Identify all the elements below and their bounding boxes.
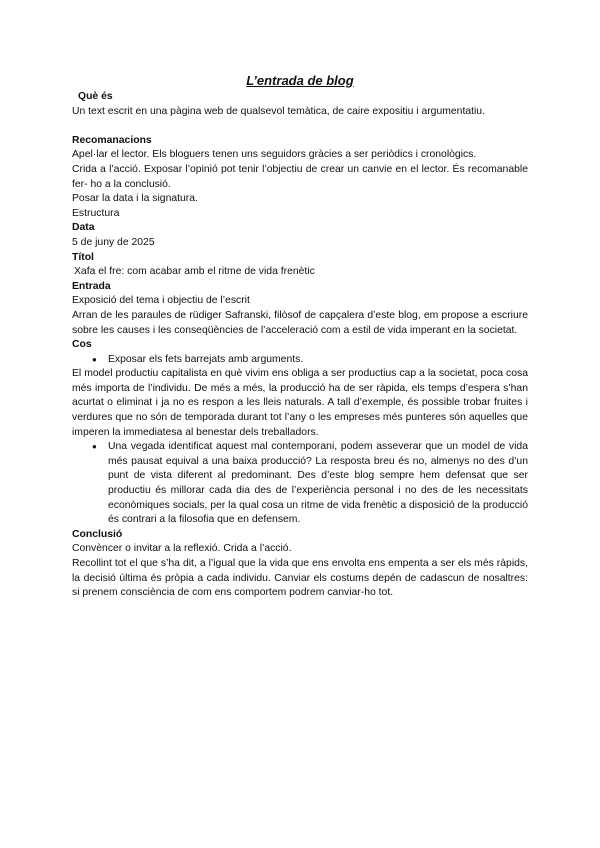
entrada-subtitle: Exposició del tema i objectiu de l’escrit [72,295,250,307]
cos-paragraph: El model productiu capitalista en què vivim ens obliga a ser productius cap a la societat, poca cosa més importa de l’individu. De més a més, la producció ha de ser ràpida, els temps d’espera s’han acurtat o eliminat i ja no es respon a les lleis naturals. A tall d’exemple, és possible trobar fruites i verdures que no són de temporada durant tot l’any o les empreses més punteres són aquelles que imperen la immediatesa al benestar dels treballadors. [72,368,528,438]
data-text: 5 de juny de 2025 [72,236,155,248]
titol-text: Xafa el fre: com acabar amb el ritme de vida frenètic [74,266,315,278]
entrada-text: Arran de les paraules de rüdiger Safranski, filòsof de capçalera d’este blog, em propose a escriure sobre les causes i les conseqüències de l’acceleració com a estil de vida imperant en la societat. [72,309,528,336]
cos-bullet-1: Exposar els fets barrejats amb arguments. [108,353,304,365]
recomanacio-line: Apel·lar el lector. Els bloguers tenen uns seguidors gràcies a ser periòdics i cronològics. [72,149,477,161]
document-title: L’entrada de blog [246,73,354,88]
recomanacio-line: Crida a l’acció. Exposar l’opinió pot tenir l’objectiu de crear un canvie en el lector. És recomanable fer- ho a la conclusió. [72,163,528,190]
heading-data: Data [72,222,95,234]
heading-conclusio: Conclusió [72,528,123,540]
heading-que-es: Què és [78,91,113,102]
heading-recomanacions: Recomanacions [72,134,152,146]
bullet-icon: ● [92,442,97,452]
bullet-icon: ● [92,354,97,364]
que-es-text: Un text escrit en una pàgina web de qualsevol temàtica, de caire expositiu i argumentatiu. [72,105,485,117]
heading-entrada: Entrada [72,280,111,292]
list-item [72,353,528,368]
cos-list-1 [72,353,528,368]
recomanacio-line: Posar la data i la signatura. [72,193,198,205]
spacer [72,119,528,134]
document-body [72,72,528,601]
conclusio-text: Recollint tot el que s’ha dit, a l’igual que la vida que ens envolta ens empenta a ser els més ràpids, la decisió última és pròpia a cada individu. Canviar els costums depén de cadascun de nosaltres: si prenem consciència de com ens comportem podrem canviar-ho tot. [72,558,528,599]
list-item [72,440,528,528]
heading-titol: Títol [72,251,94,263]
heading-cos: Cos [72,339,92,351]
cos-bullet-2: Una vegada identificat aquest mal contemporani, podem asseverar que un model de vida més pausat equival a una baixa producció? La resposta breu és no, almenys no des d’un punt de vista diferent al predominant. Des d’este blog sempre hem defensat que ser productiu és millorar cada dia des de l’experiència personal i no des de les necessitats econòmiques socials, per la qual cosa un ritme de vida frenètic a disposició de la producció és contrari a la filosofia que en defensem. [108,441,528,526]
recomanacio-line: Estructura [72,207,120,219]
conclusio-subtitle: Convèncer o invitar a la reflexió. Crida a l’acció. [72,543,292,555]
cos-list-2 [72,440,528,528]
